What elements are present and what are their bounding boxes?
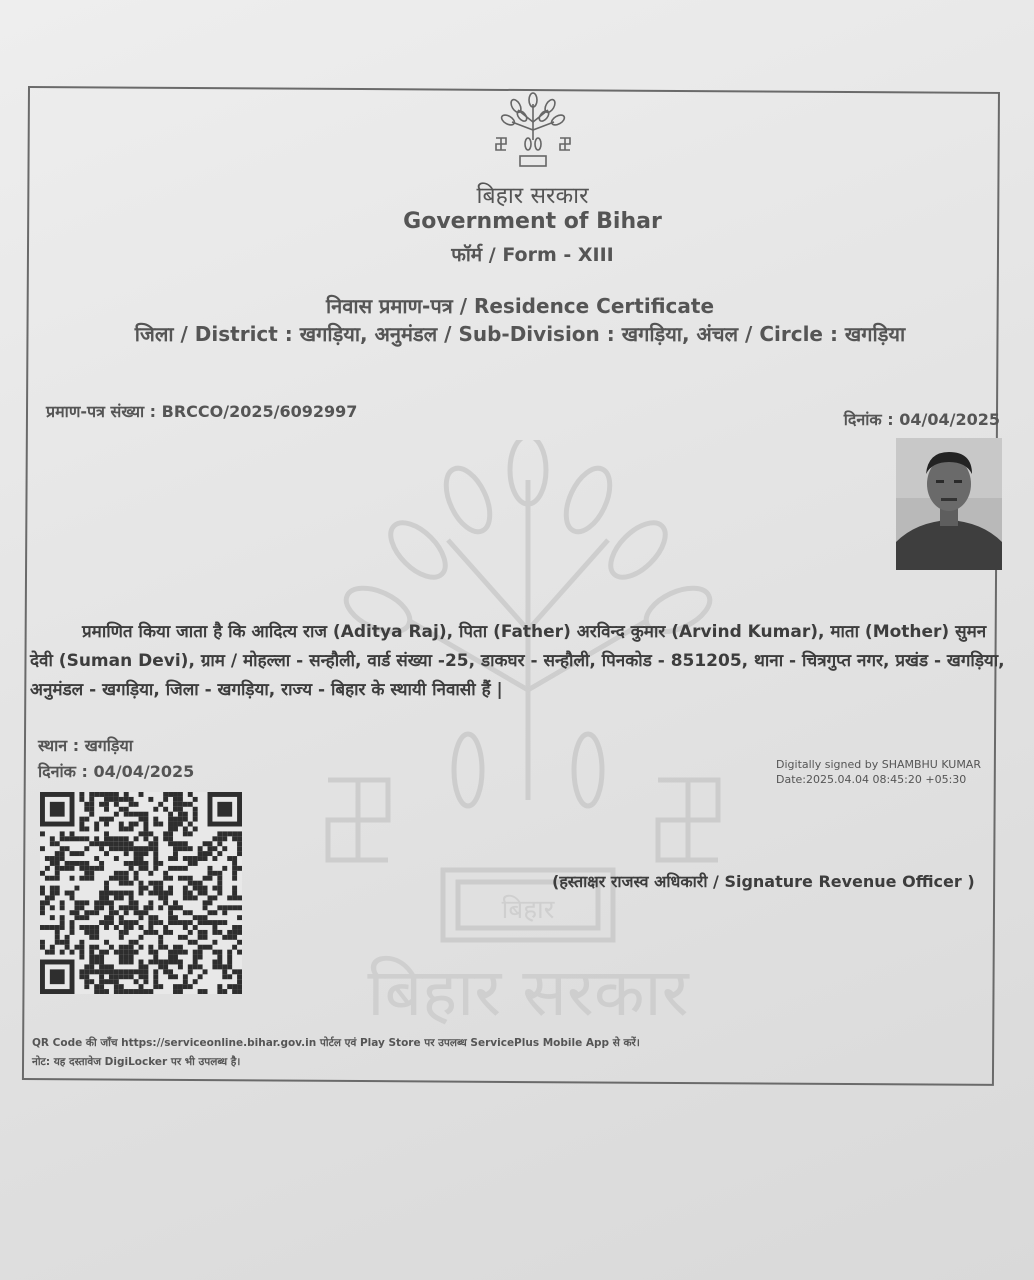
certification-text: प्रमाणित किया जाता है कि आदित्य राज (Aditya Raj), पिता (Father) अरविन्द कुमार (Arvind Kumar), माता (Mother) सुमन देवी (Suman Devi), ग्राम / मोहल्ला - सन्हौली, वार्ड संख्या -25, डाकघर - सन्हौली, पिनकोड - 851205, थाना - चित्रगुप्त नगर, प्रखंड - खगड़िया, अनुमंडल - खगड़िया, जिला - खगड़िया, राज्य - बिहार के स्थायी निवासी हैं | bbox=[30, 622, 1005, 700]
certificate-title: निवास प्रमाण-पत्र / Residence Certificate bbox=[325, 294, 715, 318]
applicant-photo bbox=[896, 438, 1002, 570]
digilocker-note: नोट: यह दस्तावेज DigiLocker पर भी उपलब्ध है। bbox=[32, 1056, 241, 1068]
qr-code-icon[interactable] bbox=[40, 792, 242, 994]
digital-signature-line1: Digitally signed by SHAMBHU KUMAR bbox=[776, 758, 981, 771]
certification-paragraph bbox=[30, 618, 1008, 705]
issue-place: स्थान : खगड़िया bbox=[38, 736, 133, 755]
issue-date-bottom: दिनांक : 04/04/2025 bbox=[38, 762, 195, 781]
government-title-english: Government of Bihar bbox=[403, 209, 662, 234]
government-title-hindi: बिहार सरकार bbox=[476, 183, 589, 209]
certificate-number: प्रमाण-पत्र संख्या : BRCCO/2025/6092997 bbox=[46, 402, 358, 421]
watermark-emblem-icon bbox=[318, 440, 738, 1030]
bihar-emblem-icon bbox=[492, 92, 574, 170]
watermark-seal-text: बिहार bbox=[501, 895, 555, 925]
watermark-label: बिहार सरकार bbox=[367, 954, 689, 1030]
digital-signature-line2: Date:2025.04.04 08:45:20 +05:30 bbox=[776, 773, 967, 786]
issue-date-top: दिनांक : 04/04/2025 bbox=[843, 410, 1000, 429]
qr-verification-note: QR Code की जाँच https://serviceonline.bihar.gov.in पोर्टल एवं Play Store पर उपलब्ध ServicePlus Mobile App से करें। bbox=[32, 1037, 640, 1049]
signature-officer-label: (हस्ताक्षर राजस्व अधिकारी / Signature Revenue Officer ) bbox=[552, 872, 975, 891]
form-number: फॉर्म / Form - XIII bbox=[451, 244, 614, 266]
district-line: जिला / District : खगड़िया, अनुमंडल / Sub-Division : खगड़िया, अंचल / Circle : खगड़िया bbox=[134, 322, 906, 346]
